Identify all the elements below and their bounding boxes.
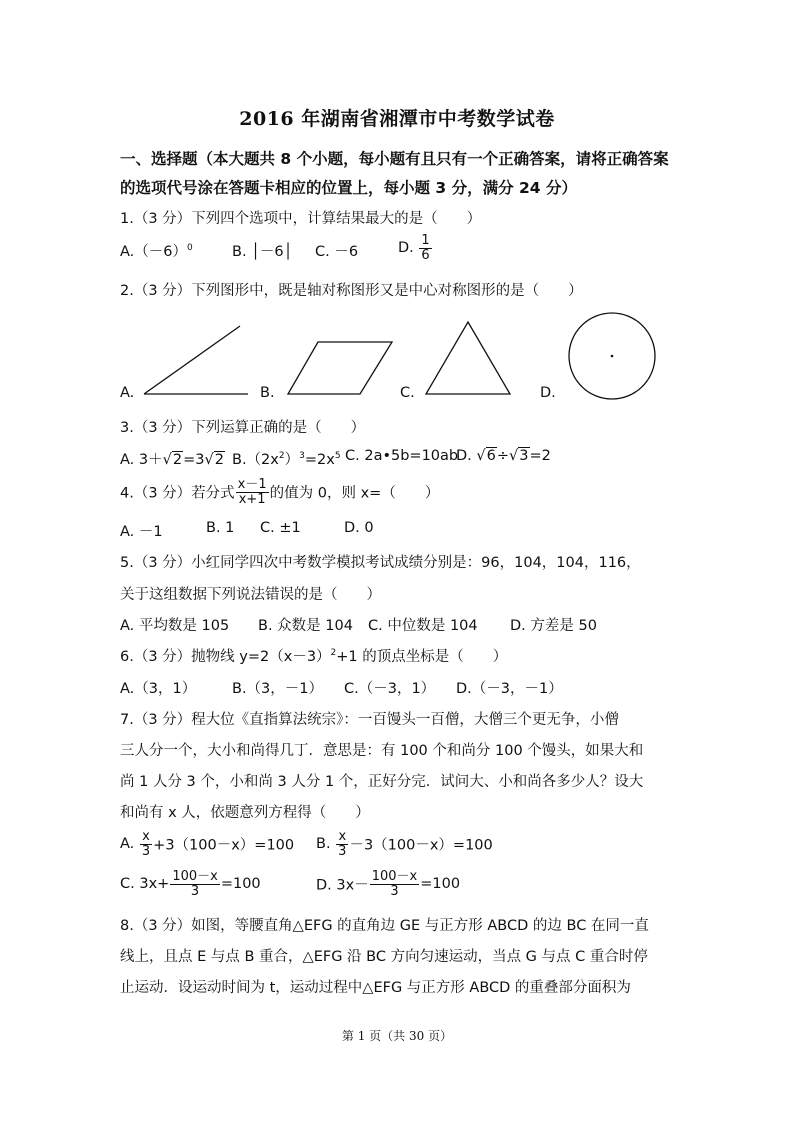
- question-7-line-2: 三人分一个，大小和尚得几丁．意思是：有 100 个和尚分 100 个馒头，如果大和: [120, 743, 644, 759]
- question-8-line-2: 线上，且点 E 与点 B 重合，△EFG 沿 BC 方向匀速运动，当点 G 与点 C 重合时停: [120, 949, 648, 965]
- question-5-line-2: 关于这组数据下列说法错误的是（ ）: [120, 587, 381, 603]
- page-footer: 第 1 页（共 30 页）: [341, 1029, 453, 1043]
- question-5-line-1: 5.（3 分）小红同学四次中考数学模拟考试成绩分别是：96，104，104，116，: [120, 555, 641, 571]
- question-5-option-c: C. 中位数是 104: [368, 618, 478, 634]
- question-1-option-b: B. │－6│: [232, 244, 293, 260]
- question-2-option-d: D.: [540, 385, 556, 401]
- question-6-option-c: C.（－3，1）: [344, 681, 436, 697]
- question-7-line-3: 尚 1 人分 3 个，小和尚 3 人分 1 个，正好分完．试问大、小和尚各多少人？设大: [120, 774, 644, 790]
- question-7-option-d: D. 3x－ $\frac{100-x}{3}$ =100: [316, 869, 461, 899]
- question-4-option-c: C. ±1: [260, 520, 301, 536]
- question-3-option-a: A. 3＋√2=3√2: [120, 452, 224, 468]
- section-heading: 一、选择题（本大题共 8 个小题，每小题有且只有一个正确答案，请将正确答案的选项代号涂在答题卡相应的位置上，每小题 3 分，满分 24 分）: [120, 150, 669, 197]
- question-4-option-d: D. 0: [344, 520, 374, 536]
- question-6-option-a: A.（3，1）: [120, 681, 197, 697]
- question-2-stem: 2.（3 分）下列图形中，既是轴对称图形又是中心对称图形的是（ ）: [120, 283, 583, 299]
- question-2-option-a: A.: [120, 385, 135, 401]
- question-5-option-b: B. 众数是 104: [258, 618, 353, 634]
- question-1-option-d: D. $\frac{1}{6}$: [398, 233, 430, 263]
- question-7-line-4: 和尚有 x 人，依题意列方程得（ ）: [120, 805, 370, 821]
- question-7-option-c: C. 3x+ $\frac{100-x}{3}$ =100: [120, 869, 261, 899]
- question-5-option-a: A. 平均数是 105: [120, 618, 230, 634]
- question-6-option-b: B.（3，－1）: [232, 681, 324, 697]
- page-title: 2016 年湖南省湘潭市中考数学试卷: [239, 108, 555, 130]
- question-3-stem: 3.（3 分）下列运算正确的是（ ）: [120, 420, 366, 436]
- question-1-option-c: C. －6: [315, 244, 359, 260]
- question-8-line-1: 8.（3 分）如图，等腰直角△EFG 的直角边 GE 与正方形 ABCD 的边 BC 在同一直: [120, 918, 649, 934]
- question-3-option-d: D. √6÷√3=2: [456, 448, 551, 464]
- parallelogram-figure: [284, 336, 398, 400]
- question-4-option-b: B. 1: [206, 520, 235, 536]
- question-6-option-d: D.（－3，－1）: [456, 681, 563, 697]
- angle-figure: [140, 322, 252, 398]
- question-1-option-a: $A.(-6)^0$: [120, 243, 193, 260]
- question-5-option-d: D. 方差是 50: [510, 618, 597, 634]
- question-7-option-a: A. $\frac{x}{3}$ +3（100－x）=100: [120, 829, 295, 859]
- question-3-option-c: C. 2a•5b=10ab: [345, 448, 459, 464]
- question-1-stem: 1.（3 分）下列四个选项中，计算结果最大的是（ ）: [120, 211, 482, 227]
- question-2-option-b: B.: [260, 385, 275, 401]
- question-6-stem: 6.（3 分）抛物线 $y=2(x-3)^2+1$ 的顶点坐标是（ ）: [120, 648, 508, 665]
- question-3-option-b: $B.(2x^2)^3=2x^5$: [232, 451, 341, 468]
- question-4-option-a: A. －1: [120, 524, 163, 540]
- circle-figure: [566, 311, 658, 403]
- question-8-line-3: 止运动．设运动时间为 t，运动过程中△EFG 与正方形 ABCD 的重叠部分面积为: [120, 980, 631, 996]
- question-2-option-c: C.: [400, 385, 415, 401]
- triangle-figure: [422, 318, 514, 400]
- question-7-line-1: 7.（3 分）程大位《直指算法统宗》：一百馒头一百僧，大僧三个更无争，小僧: [120, 712, 619, 728]
- question-4-stem: 4.（3 分）若分式 $\frac{x-1}{x+1}$ 的值为 0，则 x=（ ）: [120, 477, 440, 507]
- question-7-option-b: B. $\frac{x}{3}$ －3（100－x）=100: [316, 829, 493, 859]
